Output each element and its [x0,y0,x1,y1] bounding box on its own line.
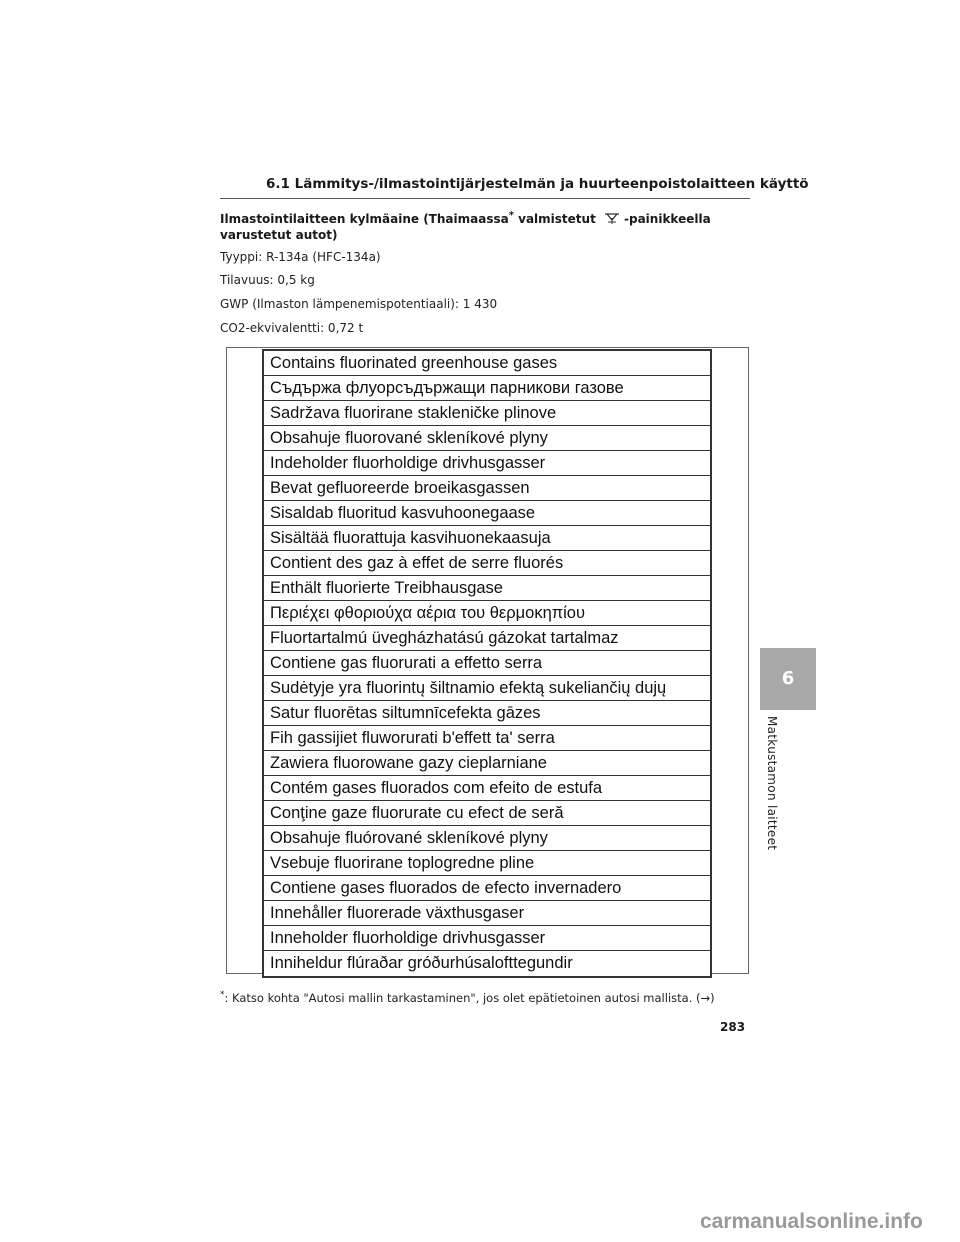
ac-snowflake-icon [604,213,620,225]
label-row: Fih gassijiet fluworurati b'effett ta' serra [264,726,710,751]
spec-capacity: Tilavuus: 0,5 kg [220,273,315,287]
label-row: Contiene gases fluorados de efecto invernadero [264,876,710,901]
label-row: Innehåller fluorerade växthusgaser [264,901,710,926]
label-row: Indeholder fluorholdige drivhusgasser [264,451,710,476]
label-row: Contains fluorinated greenhouse gases [264,351,710,376]
watermark: carmanualsonline.info [700,1210,923,1233]
footnote-text: : Katso kohta "Autosi mallin tarkastaminen", jos olet epätietoinen autosi mallista. (→) [224,990,715,1005]
label-row: Contient des gaz à effet de serre fluorés [264,551,710,576]
label-row: Sisaldab fluoritud kasvuhoonegaase [264,501,710,526]
heading-part1: Ilmastointilaitteen kylmäaine (Thaimaassa [220,212,509,226]
label-row: Fluortartalmú üvegházhatású gázokat tartalmaz [264,626,710,651]
page-header: 6.1 Lämmitys-/ilmastointijärjestelmän ja huurteenpoistolaitteen käyttö [266,176,809,192]
section-heading [220,208,750,243]
chapter-label: Matkustamon laitteet [765,716,779,851]
label-row: Conţine gaze fluorurate cu efect de seră [264,801,710,826]
label-row: Obsahuje fluórované skleníkové plyny [264,826,710,851]
heading-part2: valmistetut [513,212,596,226]
label-row: Contiene gas fluorurati a effetto serra [264,651,710,676]
label-row: Inniheldur flúraðar gróðurhúsalofttegundir [270,954,573,972]
label-row: Obsahuje fluorované skleníkové plyny [264,426,710,451]
footnote [220,990,715,1005]
label-row: Περιέχει φθοριούχα αέρια του θερμοκηπίου [264,601,710,626]
label-row: Inneholder fluorholdige drivhusgasser [264,926,710,951]
spec-co2: CO2-ekvivalentti: 0,72 t [220,321,364,335]
label-row: Sadržava fluorirane stakleničke plinove [264,401,710,426]
label-row: Съдържа флуорсъдържащи парникови газове [264,376,710,401]
heading-part3: -painikkeella varustetut autot) [220,212,711,242]
header-divider [220,198,750,199]
label-row: Sisältää fluorattuja kasvihuonekaasuja [264,526,710,551]
chapter-tab: 6 [760,648,816,710]
label-row: Satur fluorētas siltumnīcefekta gāzes [264,701,710,726]
spec-type: Tyyppi: R-134a (HFC-134a) [220,250,381,264]
label-row: Zawiera fluorowane gazy cieplarniane [264,751,710,776]
spec-gwp: GWP (Ilmaston lämpenemispotentiaali): 1 430 [220,297,498,311]
label-row: Contém gases fluorados com efeito de estufa [264,776,710,801]
label-row: Bevat gefluoreerde broeikasgassen [264,476,710,501]
footnote-marker: * [220,990,225,1000]
fluorinated-gas-label [262,349,712,978]
page-number: 283 [720,1020,746,1034]
label-row: Vsebuje fluorirane toplogredne pline [264,851,710,876]
heading-footnote-marker: * [508,210,514,221]
label-row: Enthält fluorierte Treibhausgase [264,576,710,601]
label-row: Sudėtyje yra fluorintų šiltnamio efektą sukeliančių dujų [264,676,710,701]
